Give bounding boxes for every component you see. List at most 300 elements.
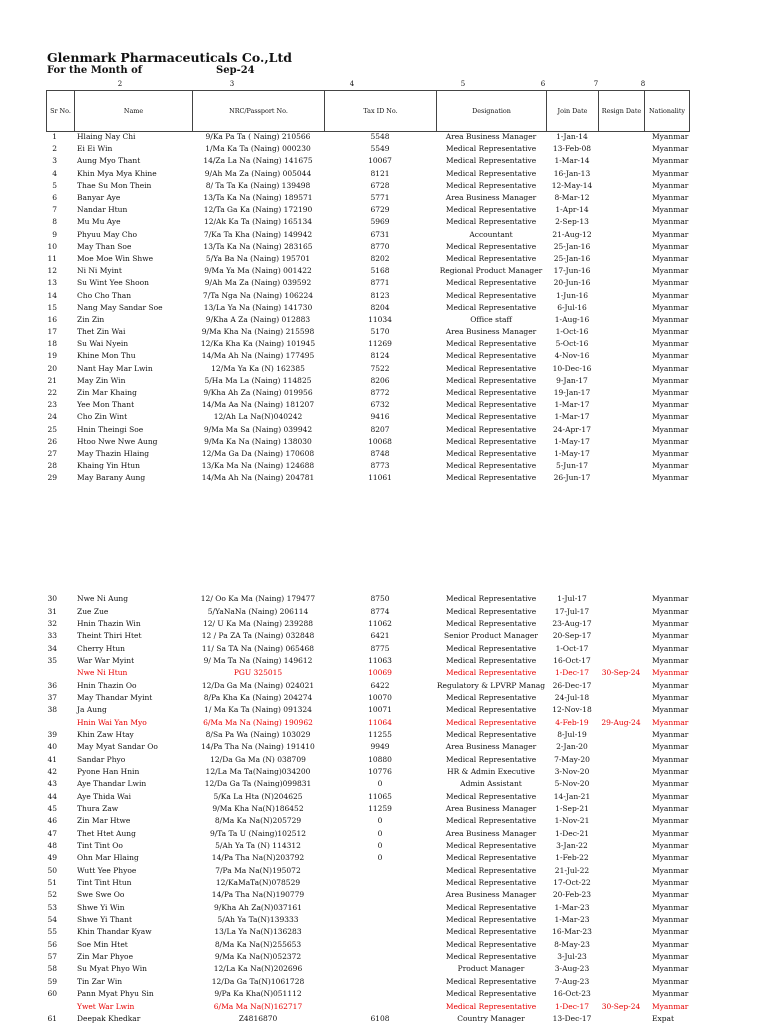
table-row bbox=[46, 375, 689, 387]
nationality: Myanmar bbox=[652, 229, 689, 239]
nrc-number: 12/Ma Ya Ka (N) 162385 bbox=[211, 363, 305, 373]
employee-name: Phyuu May Cho bbox=[77, 229, 138, 239]
join-date: 14-Jan-21 bbox=[553, 791, 591, 801]
nrc-number: Z4816870 bbox=[238, 1013, 278, 1023]
join-date: 6-Jul-16 bbox=[557, 302, 587, 312]
nationality: Myanmar bbox=[652, 779, 689, 789]
employee-name: Khin Thandar Kyaw bbox=[77, 927, 152, 937]
nationality: Myanmar bbox=[652, 754, 689, 764]
designation: Medical Representative bbox=[445, 754, 537, 764]
employee-name: Thet Zin Wai bbox=[77, 327, 126, 337]
sr-no-cell: 2 bbox=[52, 144, 57, 154]
employee-name: Soe Min Htet bbox=[77, 939, 128, 949]
table-row bbox=[46, 350, 689, 362]
sr-no-cell: 32 bbox=[47, 618, 57, 628]
join-date: 8-May-23 bbox=[554, 939, 590, 949]
join-date: 13-Dec-17 bbox=[552, 1013, 592, 1023]
nationality: Myanmar bbox=[652, 692, 689, 702]
sr-no-cell: 58 bbox=[47, 964, 57, 974]
tax-id: 6732 bbox=[370, 400, 390, 410]
nationality: Myanmar bbox=[652, 168, 689, 178]
table-row bbox=[46, 289, 689, 301]
table-row bbox=[46, 716, 689, 728]
designation: Medical Representative bbox=[445, 302, 537, 312]
tax-id: 0 bbox=[377, 779, 383, 789]
sr-no-cell: 59 bbox=[47, 976, 57, 986]
nrc-number: 11/ Sa TA Na (Naing) 065468 bbox=[201, 643, 315, 653]
nationality: Expat bbox=[652, 1013, 674, 1023]
employee-name: Hlaing Nay Chi bbox=[77, 132, 136, 142]
tax-id: 6729 bbox=[370, 205, 390, 215]
sr-no-cell: 34 bbox=[47, 643, 57, 653]
sr-no-cell: 25 bbox=[47, 424, 57, 434]
nationality: Myanmar bbox=[652, 915, 689, 925]
tax-id bbox=[324, 963, 436, 975]
resign-date bbox=[598, 229, 644, 241]
nationality: Myanmar bbox=[652, 680, 689, 690]
designation: Medical Representative bbox=[445, 217, 537, 227]
tax-id: 9949 bbox=[370, 742, 390, 752]
nrc-number: 8/Sa Pa Wa (Naing) 103029 bbox=[205, 729, 311, 739]
nationality: Myanmar bbox=[652, 594, 689, 604]
resign-date bbox=[598, 753, 644, 765]
join-date: 4-Feb-19 bbox=[555, 717, 589, 727]
designation: Medical Representative bbox=[445, 618, 537, 628]
join-date: 1-Dec-21 bbox=[554, 828, 590, 838]
nationality: Myanmar bbox=[652, 266, 689, 276]
nationality: Myanmar bbox=[652, 631, 689, 641]
resign-date bbox=[598, 436, 644, 448]
join-date: 8-Jul-19 bbox=[557, 729, 587, 739]
employee-name: Zin Mar Khaing bbox=[77, 388, 137, 398]
nrc-number: 12/Ak Ka Ta (Naing) 165134 bbox=[203, 217, 313, 227]
join-date: 23-Aug-17 bbox=[552, 618, 592, 628]
table-row bbox=[46, 877, 689, 889]
nationality: Myanmar bbox=[652, 816, 689, 826]
nationality: Myanmar bbox=[652, 668, 689, 678]
designation: Medical Representative bbox=[445, 290, 537, 300]
sr-no-cell: 61 bbox=[47, 1013, 57, 1023]
tax-id: 5168 bbox=[370, 266, 390, 276]
header-join-date: Join Date bbox=[547, 91, 599, 132]
header-tax-id: Tax ID No. bbox=[325, 91, 437, 132]
designation: Medical Representative bbox=[445, 388, 537, 398]
table-row bbox=[46, 448, 689, 460]
sr-no-cell: 47 bbox=[47, 828, 57, 838]
designation: Medical Representative bbox=[445, 927, 537, 937]
table-row bbox=[46, 363, 689, 375]
designation: Country Manager bbox=[457, 1013, 525, 1023]
month-label: For the Month of bbox=[47, 65, 143, 76]
nationality: Myanmar bbox=[652, 314, 689, 324]
nrc-number: 5/Ha Ma La (Naing) 114825 bbox=[204, 375, 312, 385]
nrc-number: 12/Da Ga Ma (N) 038709 bbox=[210, 754, 306, 764]
resign-date bbox=[598, 204, 644, 216]
table-row bbox=[46, 828, 689, 840]
nationality: Myanmar bbox=[652, 791, 689, 801]
header-sr-no: Sr No. bbox=[47, 91, 75, 132]
designation: Medical Representative bbox=[445, 816, 537, 826]
join-date: 2-Sep-13 bbox=[555, 217, 589, 227]
nrc-number: 12 / Pa ZA Ta (Naing) 032848 bbox=[201, 631, 315, 641]
join-date: 26-Jun-17 bbox=[553, 473, 591, 483]
join-date: 1-Mar-14 bbox=[554, 156, 590, 166]
designation: Area Business Manager bbox=[445, 742, 537, 752]
tax-id: 11255 bbox=[368, 729, 392, 739]
sr-no-cell: 35 bbox=[47, 655, 57, 665]
resign-date bbox=[598, 277, 644, 289]
sr-no-cell: 30 bbox=[47, 594, 57, 604]
employee-name: May Thandar Myint bbox=[77, 692, 153, 702]
nrc-number: 7/Ka Ta Kha (Naing) 149942 bbox=[203, 229, 313, 239]
nrc-number: 9/Kha A Za (Naing) 012883 bbox=[205, 314, 311, 324]
employee-name: Ohn Mar Hlaing bbox=[77, 853, 139, 863]
column-number: 6 bbox=[540, 80, 546, 88]
employee-name: Shwe Yi Thant bbox=[77, 915, 132, 925]
tax-id: 10068 bbox=[368, 436, 392, 446]
resign-date bbox=[598, 791, 644, 803]
nationality: Myanmar bbox=[652, 878, 689, 888]
table-row bbox=[46, 902, 689, 914]
table-row bbox=[46, 472, 689, 484]
resign-date bbox=[598, 852, 644, 864]
nationality: Myanmar bbox=[652, 976, 689, 986]
resign-date bbox=[598, 828, 644, 840]
employee-name: Ni Ni Myint bbox=[77, 266, 122, 276]
sr-no-cell: 22 bbox=[47, 388, 57, 398]
nationality: Myanmar bbox=[652, 655, 689, 665]
employee-name: Theint Thiri Htet bbox=[77, 631, 142, 641]
employee-name: Banyar Aye bbox=[77, 193, 121, 203]
resign-date bbox=[598, 338, 644, 350]
nationality: Myanmar bbox=[652, 606, 689, 616]
sr-no-cell: 46 bbox=[47, 816, 57, 826]
join-date: 1-Dec-17 bbox=[554, 668, 590, 678]
nrc-number: 9/Kha Ah Za (Naing) 019956 bbox=[203, 388, 313, 398]
join-date: 12-May-14 bbox=[551, 180, 593, 190]
nationality: Myanmar bbox=[652, 804, 689, 814]
table-row bbox=[46, 277, 689, 289]
join-date: 5-Jun-17 bbox=[555, 461, 589, 471]
nationality: Myanmar bbox=[652, 424, 689, 434]
nationality: Myanmar bbox=[652, 964, 689, 974]
employee-name: Hnin Theingi Soe bbox=[77, 424, 144, 434]
resign-date bbox=[598, 131, 644, 143]
nrc-number: 13/La Ya Na (Naing) 141730 bbox=[203, 302, 313, 312]
designation: Medical Representative bbox=[445, 729, 537, 739]
nationality: Myanmar bbox=[652, 400, 689, 410]
designation: Medical Representative bbox=[445, 448, 537, 458]
tax-id: 8775 bbox=[370, 643, 390, 653]
table-row bbox=[46, 865, 689, 877]
join-date: 24-Jul-18 bbox=[554, 692, 590, 702]
tax-id: 6422 bbox=[370, 680, 390, 690]
table-row bbox=[46, 338, 689, 350]
nationality: Myanmar bbox=[652, 705, 689, 715]
sr-no-cell: 52 bbox=[47, 890, 57, 900]
sr-no-cell: 49 bbox=[47, 853, 57, 863]
join-date: 1-Sep-21 bbox=[555, 804, 589, 814]
employee-name: Ywet War Lwin bbox=[77, 1001, 135, 1011]
table-row bbox=[46, 436, 689, 448]
resign-date bbox=[598, 889, 644, 901]
resign-date bbox=[598, 902, 644, 914]
table-row bbox=[46, 815, 689, 827]
nationality: Myanmar bbox=[652, 939, 689, 949]
join-date: 25-Jan-16 bbox=[553, 241, 591, 251]
employee-name: Ei Ei Win bbox=[77, 144, 113, 154]
table-row bbox=[46, 618, 689, 630]
employee-name: Khin Zaw Htay bbox=[77, 729, 134, 739]
sr-no-cell: 11 bbox=[47, 253, 57, 263]
resign-date bbox=[598, 939, 644, 951]
table-row bbox=[46, 630, 689, 642]
table-row bbox=[46, 131, 689, 143]
join-date: 8-Mar-12 bbox=[554, 193, 590, 203]
employee-name: May Myat Sandar Oo bbox=[77, 742, 158, 752]
resign-date bbox=[598, 741, 644, 753]
designation: Regional Product Manager bbox=[439, 266, 543, 276]
tax-id: 5170 bbox=[370, 327, 390, 337]
employee-name: War War Myint bbox=[77, 655, 135, 665]
sr-no-cell: 18 bbox=[47, 339, 57, 349]
table-row bbox=[46, 667, 689, 679]
designation: Medical Representative bbox=[445, 865, 537, 875]
sr-no-cell: 31 bbox=[47, 606, 57, 616]
sr-no-cell: 1 bbox=[52, 132, 57, 142]
nrc-number: 5/Ah Ya Ta (N) 114312 bbox=[215, 841, 301, 851]
nationality: Myanmar bbox=[652, 375, 689, 385]
table-row bbox=[46, 204, 689, 216]
tax-id bbox=[324, 951, 436, 963]
table-row bbox=[46, 460, 689, 472]
tax-id: 10070 bbox=[368, 692, 392, 702]
join-date: 19-Jan-17 bbox=[553, 388, 591, 398]
nrc-number: 13/La Ya Na(N)136283 bbox=[214, 927, 302, 937]
table-row bbox=[46, 803, 689, 815]
nrc-number: 12/ Oo Ka Ma (Naing) 179477 bbox=[200, 594, 316, 604]
tax-id bbox=[324, 988, 436, 1000]
resign-date bbox=[598, 976, 644, 988]
nationality: Myanmar bbox=[652, 363, 689, 373]
nrc-number: 9/Pa Ka Kha(N)051112 bbox=[214, 989, 302, 999]
resign-date bbox=[598, 216, 644, 228]
tax-id bbox=[324, 877, 436, 889]
nationality: Myanmar bbox=[652, 193, 689, 203]
employee-name: Hnin Wai Yan Myo bbox=[77, 717, 147, 727]
sr-no-cell: 3 bbox=[52, 156, 57, 166]
sr-no-cell: 13 bbox=[47, 278, 57, 288]
tax-id: 5771 bbox=[370, 193, 390, 203]
designation: Medical Representative bbox=[445, 705, 537, 715]
nrc-number: 12/La Ka Na(N)202696 bbox=[213, 964, 303, 974]
resign-date bbox=[598, 314, 644, 326]
designation: Medical Representative bbox=[445, 180, 537, 190]
nationality: Myanmar bbox=[652, 156, 689, 166]
employee-name: Thura Zaw bbox=[77, 804, 119, 814]
designation: Medical Representative bbox=[445, 436, 537, 446]
join-date: 1-Jan-14 bbox=[556, 132, 588, 142]
tax-id: 8202 bbox=[370, 253, 390, 263]
employee-name: Tin Zar Win bbox=[77, 976, 123, 986]
employee-list-block-2 bbox=[46, 593, 689, 1025]
tax-id: 8771 bbox=[370, 278, 390, 288]
nationality: Myanmar bbox=[652, 217, 689, 227]
join-date: 3-Jul-23 bbox=[557, 952, 587, 962]
nationality: Myanmar bbox=[652, 729, 689, 739]
resign-date bbox=[598, 914, 644, 926]
sr-no-cell: 42 bbox=[47, 766, 57, 776]
table-row bbox=[46, 889, 689, 901]
tax-id: 11063 bbox=[368, 655, 392, 665]
table-row bbox=[46, 852, 689, 864]
table-row bbox=[46, 741, 689, 753]
designation: Medical Representative bbox=[445, 461, 537, 471]
join-date: 1-Feb-22 bbox=[555, 853, 589, 863]
designation: Medical Representative bbox=[445, 473, 537, 483]
designation: Senior Product Manager bbox=[444, 631, 538, 641]
resign-date bbox=[598, 593, 644, 605]
designation: Medical Representative bbox=[445, 412, 537, 422]
resign-date bbox=[598, 815, 644, 827]
nationality: Myanmar bbox=[652, 1001, 689, 1011]
column-numbers bbox=[0, 80, 768, 90]
sr-no-cell: 57 bbox=[47, 952, 57, 962]
sr-no-cell: 44 bbox=[47, 791, 57, 801]
nationality: Myanmar bbox=[652, 461, 689, 471]
resign-date bbox=[598, 143, 644, 155]
table-row bbox=[46, 791, 689, 803]
sr-no-cell bbox=[46, 1000, 74, 1012]
table-row bbox=[46, 265, 689, 277]
designation: Medical Representative bbox=[445, 878, 537, 888]
table-row bbox=[46, 411, 689, 423]
nationality: Myanmar bbox=[652, 351, 689, 361]
designation: Medical Representative bbox=[445, 253, 537, 263]
designation: Medical Representative bbox=[445, 278, 537, 288]
sr-no-cell: 56 bbox=[47, 939, 57, 949]
column-number: 5 bbox=[460, 80, 466, 88]
tax-id bbox=[324, 889, 436, 901]
designation: Medical Representative bbox=[445, 241, 537, 251]
header-resign-date: Resign Date bbox=[599, 91, 645, 132]
table-row bbox=[46, 778, 689, 790]
resign-date bbox=[598, 778, 644, 790]
employee-name: Aye Thandar Lwin bbox=[77, 779, 147, 789]
nationality: Myanmar bbox=[652, 290, 689, 300]
nrc-number: 12/Ah La Na(N)040242 bbox=[213, 412, 303, 422]
resign-date bbox=[598, 253, 644, 265]
table-row bbox=[46, 216, 689, 228]
join-date: 1-Aug-16 bbox=[554, 314, 590, 324]
tax-id: 6421 bbox=[370, 631, 390, 641]
nrc-number: 14/Pa Tha Na (Naing) 191410 bbox=[201, 742, 315, 752]
resign-date bbox=[598, 988, 644, 1000]
join-date: 1-Dec-17 bbox=[554, 1001, 590, 1011]
tax-id: 8772 bbox=[370, 388, 390, 398]
designation: Medical Representative bbox=[445, 643, 537, 653]
join-date: 9-Jan-17 bbox=[556, 375, 588, 385]
column-number: 8 bbox=[640, 80, 646, 88]
employee-name: Aye Thida Wai bbox=[77, 791, 131, 801]
employee-name: Su Wai Nyein bbox=[77, 339, 129, 349]
employee-list-block-1 bbox=[46, 131, 689, 484]
join-date: 21-Aug-12 bbox=[552, 229, 592, 239]
nrc-number: 8/Pa Kha Ka (Naing) 204274 bbox=[203, 692, 313, 702]
nrc-number: 7/Pa Ma Na(N)195072 bbox=[215, 865, 301, 875]
designation: Medical Representative bbox=[445, 156, 537, 166]
nrc-number: 1/ Ma Ka Ta (Naing) 091324 bbox=[204, 705, 312, 715]
designation: Medical Representative bbox=[445, 655, 537, 665]
company-name: Glenmark Pharmaceuticals Co.,Ltd bbox=[47, 50, 292, 65]
tax-id bbox=[324, 902, 436, 914]
nationality: Myanmar bbox=[652, 865, 689, 875]
designation: Medical Representative bbox=[445, 668, 537, 678]
table-row bbox=[46, 655, 689, 667]
header-nationality: Nationality bbox=[645, 91, 690, 132]
sr-no-cell: 23 bbox=[47, 400, 57, 410]
column-number: 4 bbox=[349, 80, 355, 88]
resign-date bbox=[598, 241, 644, 253]
designation: Medical Representative bbox=[445, 594, 537, 604]
sr-no-cell: 54 bbox=[47, 915, 57, 925]
resign-date bbox=[598, 618, 644, 630]
nrc-number: 9/Ma Ma Sa (Naing) 039942 bbox=[203, 424, 313, 434]
nationality: Myanmar bbox=[652, 180, 689, 190]
header-nrc: NRC/Passport No. bbox=[193, 91, 325, 132]
tax-id: 5549 bbox=[370, 144, 390, 154]
table-row bbox=[46, 253, 689, 265]
employee-name: Yee Mon Thant bbox=[77, 400, 135, 410]
nationality: Myanmar bbox=[652, 388, 689, 398]
join-date: 24-Apr-17 bbox=[553, 424, 591, 434]
designation: Area Business Manager bbox=[445, 327, 537, 337]
table-row bbox=[46, 314, 689, 326]
employee-name: Zin Mar Htwe bbox=[77, 816, 131, 826]
join-date: 10-Dec-16 bbox=[552, 363, 592, 373]
table-row bbox=[46, 180, 689, 192]
tax-id: 6731 bbox=[370, 229, 390, 239]
sr-no-cell: 4 bbox=[52, 168, 57, 178]
resign-date bbox=[598, 350, 644, 362]
nationality: Myanmar bbox=[652, 473, 689, 483]
sr-no-cell: 12 bbox=[47, 266, 57, 276]
table-row bbox=[46, 605, 689, 617]
join-date: 7-May-20 bbox=[554, 754, 590, 764]
employee-name: Cherry Htun bbox=[77, 643, 126, 653]
tax-id: 0 bbox=[377, 816, 383, 826]
nationality: Myanmar bbox=[652, 327, 689, 337]
tax-id: 0 bbox=[377, 853, 383, 863]
resign-date bbox=[598, 168, 644, 180]
join-date: 21-Jul-22 bbox=[554, 865, 590, 875]
employee-name: Deepak Khedkar bbox=[77, 1013, 141, 1023]
employee-name: May Zin Win bbox=[77, 375, 126, 385]
table-row bbox=[46, 1000, 689, 1012]
table-row bbox=[46, 168, 689, 180]
nationality: Myanmar bbox=[652, 412, 689, 422]
sr-no-cell: 28 bbox=[47, 461, 57, 471]
resign-date: 29-Aug-24 bbox=[601, 717, 641, 727]
sr-no-cell: 24 bbox=[47, 412, 57, 422]
employee-name: Zue Zue bbox=[77, 606, 109, 616]
resign-date bbox=[598, 840, 644, 852]
tax-id: 11062 bbox=[368, 618, 392, 628]
column-number: 3 bbox=[229, 80, 235, 88]
join-date: 17-Jun-16 bbox=[553, 266, 591, 276]
nrc-number: 9/Ma Ya Ma (Naing) 001422 bbox=[204, 266, 312, 276]
sr-no-cell: 26 bbox=[47, 436, 57, 446]
